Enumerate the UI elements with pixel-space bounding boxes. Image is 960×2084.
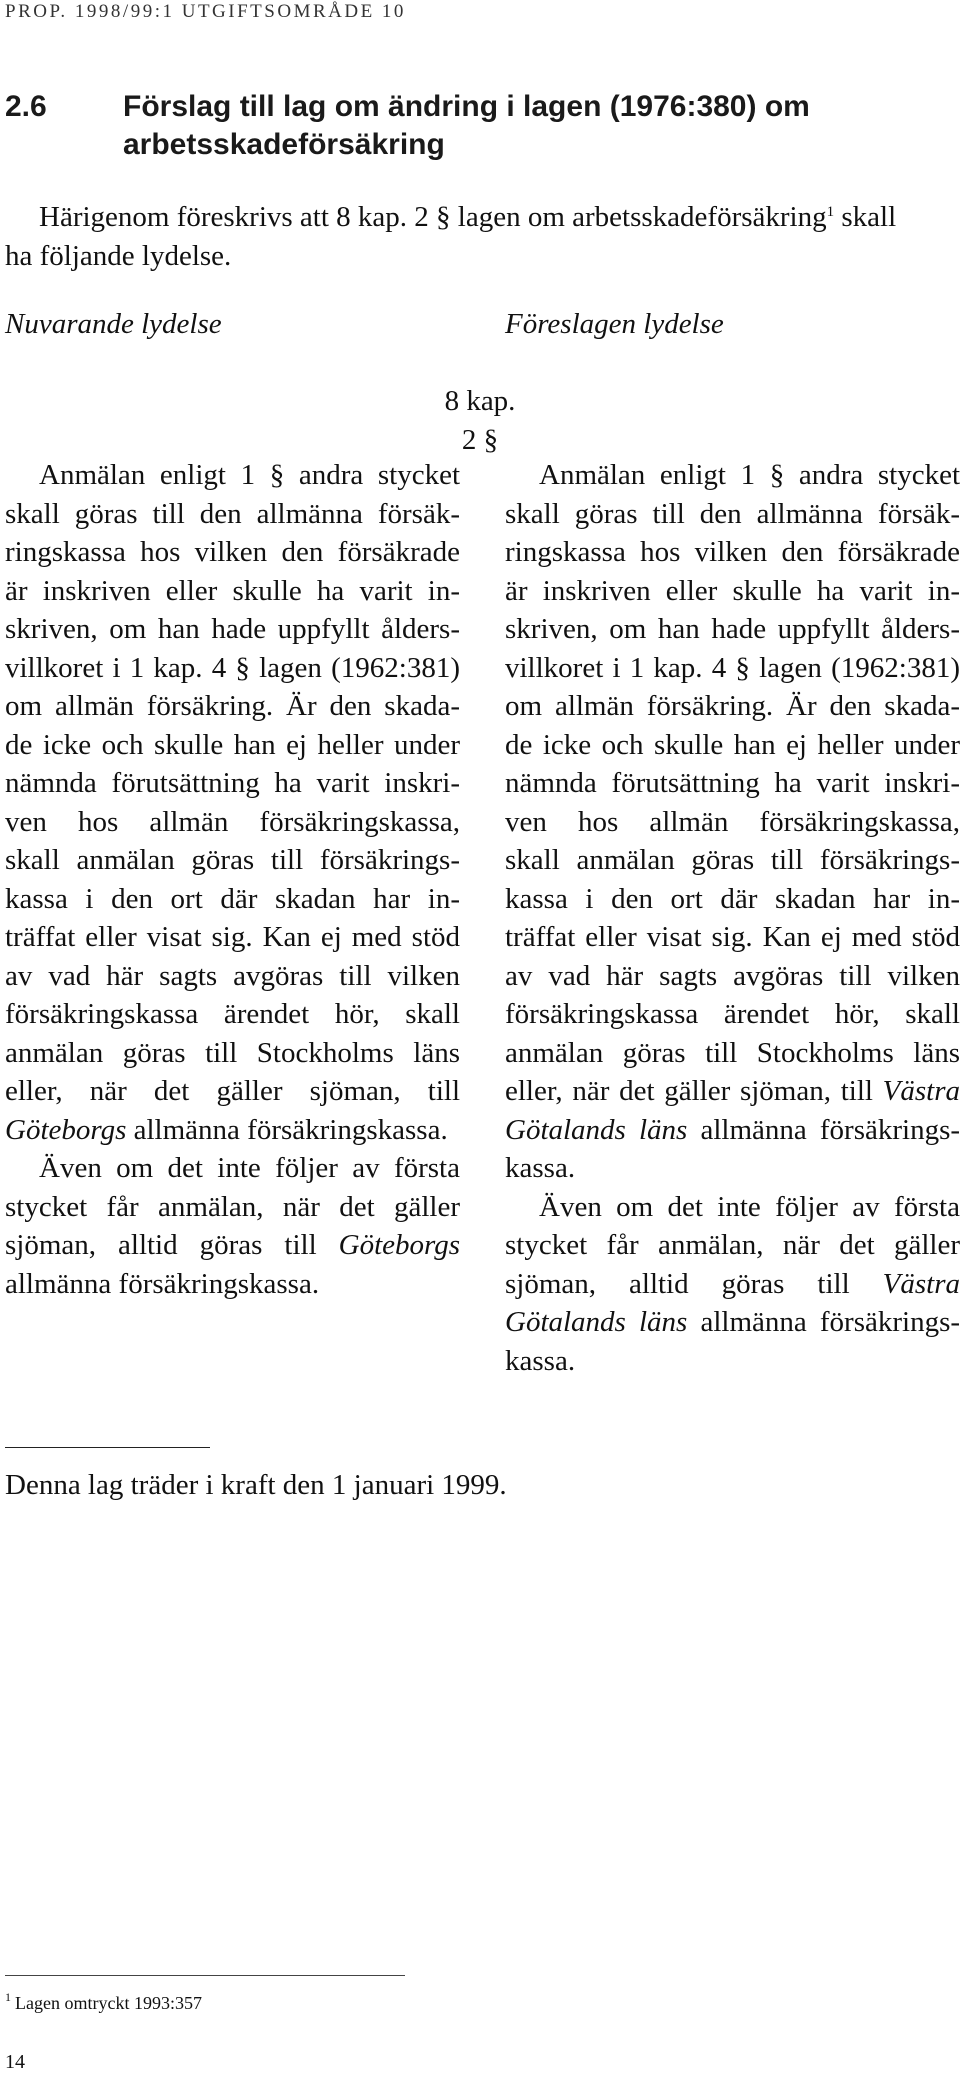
footnote-rule [5,1975,405,1976]
text-line: skriven, om han hade uppfyllt ålders- [505,613,960,645]
text-line: Göteborgs allmänna försäkringskassa. [5,1113,448,1146]
page-number: 14 [5,2051,25,2073]
current-wording-heading: Nuvarande lydelse [5,308,222,340]
intro-paragraph [5,198,960,276]
text-line: nämnda förutsättning ha varit inskri- [505,767,960,799]
text-line: träffat eller visat sig. Kan ej med stöd [505,921,960,953]
intro-line-1: Härigenom föreskrivs att 8 kap. 2 § lagen om arbetsskadeförsäkring$^1$ skall [39,201,897,233]
proposed-wording-text [505,456,960,1380]
text-line: Även om det inte följer av första [539,1190,960,1223]
text-line: är inskriven eller skulle ha varit in- [505,574,960,607]
text-line: kassa i den ort där skadan har in- [505,882,960,915]
text-line: Götalands läns allmänna försäkrings- [505,1113,960,1146]
text-line: allmänna försäkringskassa. [5,1267,320,1300]
section-title: Förslag till lag om ändring i lagen (1976:380) om arbetsskadeförsäkring [123,90,810,161]
text-line: ringskassa hos vilken den försäkrade [505,536,960,568]
text-line: är inskriven eller skulle ha varit in- [5,574,460,607]
proposed-wording-heading: Föreslagen lydelse [505,308,724,340]
text-line: av vad här sagts avgöras till vilken [5,959,460,992]
text-line: skriven, om han hade uppfyllt ålders- [5,613,460,645]
text-line: eller, när det gäller sjöman, till Västra [505,1075,960,1107]
current-wording-text [5,456,460,1303]
text-line: de icke och skulle han ej heller under [5,728,460,761]
footnote-number: 1 [5,1990,11,2004]
text-line: Anmälan enligt 1 § andra stycket [539,459,960,491]
separator-rule [5,1447,210,1448]
text-line: stycket får anmälan, när det gäller [5,1190,460,1223]
text-line: kassa. [505,1152,576,1184]
text-line: skall göras till den allmänna försäk- [505,497,960,530]
text-line: om allmän försäkring. Är den skada- [505,690,960,722]
text-line: kassa i den ort där skadan har in- [5,882,460,915]
footnote-text: Lagen omtryckt 1993:357 [15,1993,202,2013]
text-line: träffat eller visat sig. Kan ej med stöd [5,921,460,953]
text-line: skall anmälan göras till försäkrings- [505,844,960,876]
text-line: skall göras till den allmänna försäk- [5,497,460,530]
entry-into-force: Denna lag träder i kraft den 1 januari 1999. [5,1469,507,1501]
text-line: Götalands läns allmänna försäkrings- [505,1306,960,1338]
text-line: Anmälan enligt 1 § andra stycket [39,459,460,491]
intro-line-2: ha följande lydelse. [5,240,232,272]
text-line: villkoret i 1 kap. 4 § lagen (1962:381) [505,651,960,684]
section-number: 2.6 [5,90,47,123]
text-line: ven hos allmän försäkringskassa, [505,805,960,838]
text-line: ven hos allmän försäkringskassa, [5,805,460,838]
text-line: eller, när det gäller sjöman, till [5,1075,460,1107]
footnote [5,1990,202,2014]
paragraph-label: 2 § [461,424,499,456]
section-heading [5,88,883,164]
text-line: av vad här sagts avgöras till vilken [505,959,960,992]
text-line: sjöman, alltid göras till Västra [505,1267,960,1300]
text-line: försäkringskassa ärendet hör, skall [5,998,460,1030]
text-line: anmälan göras till Stockholms läns [5,1036,460,1069]
text-line: ringskassa hos vilken den försäkrade [5,536,460,568]
text-line: Även om det inte följer av första [39,1152,460,1184]
text-line: skall anmälan göras till försäkrings- [5,844,460,876]
text-line: kassa. [505,1344,576,1377]
text-line: om allmän försäkring. Är den skada- [5,690,460,722]
footnote-reference: 1 [826,204,835,220]
chapter-label: 8 kap. [444,385,516,417]
text-line: försäkringskassa ärendet hör, skall [505,998,960,1030]
text-line: sjöman, alltid göras till Göteborgs [5,1229,461,1261]
text-line: de icke och skulle han ej heller under [505,728,960,761]
text-line: anmälan göras till Stockholms läns [505,1036,960,1069]
text-line: nämnda förutsättning ha varit inskri- [5,767,460,799]
text-line: villkoret i 1 kap. 4 § lagen (1962:381) [5,651,460,684]
running-header: PROP. 1998/99:1 UTGIFTSOMRÅDE 10 [5,1,406,22]
text-line: stycket får anmälan, när det gäller [505,1229,960,1261]
